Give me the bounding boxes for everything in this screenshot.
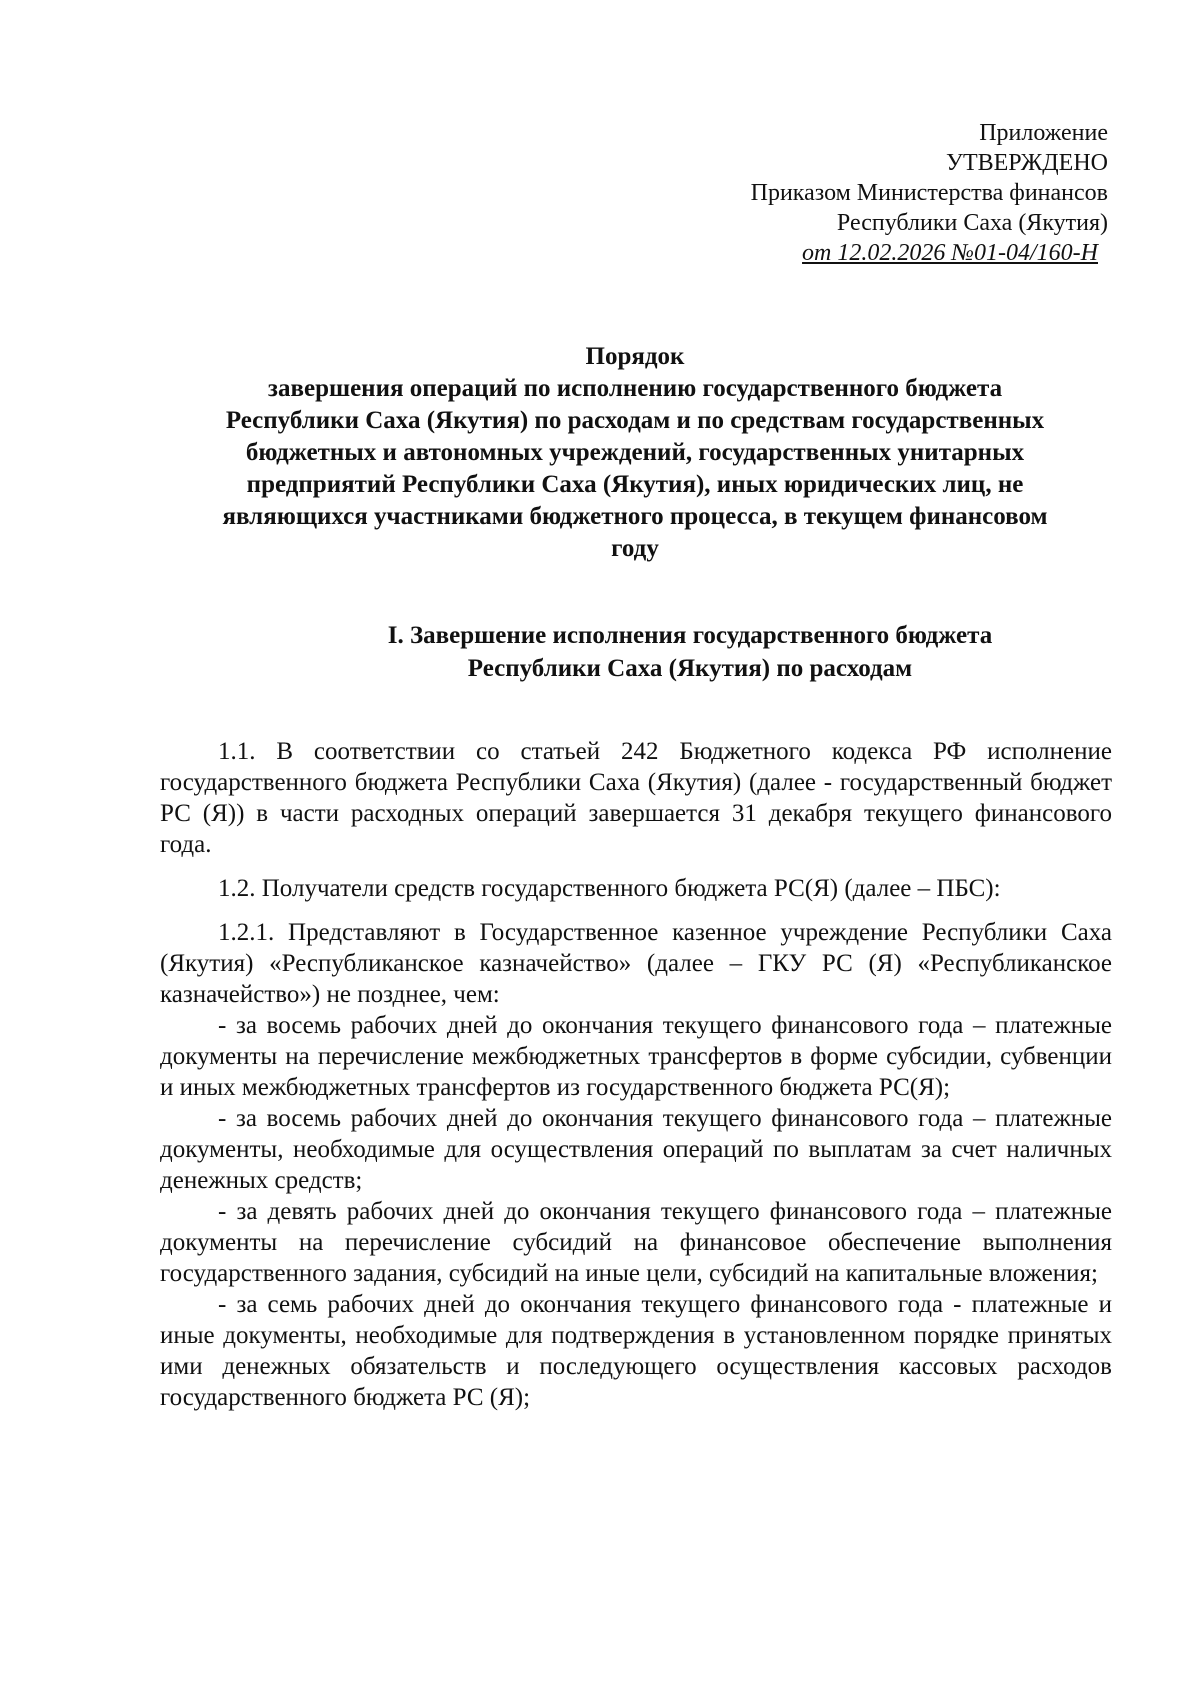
approval-header [751, 118, 1108, 268]
paragraph-1-2: 1.2. Получатели средств государственного бюджета РС(Я) (далее – ПБС): [218, 875, 1001, 902]
body-text [160, 736, 1112, 1413]
section-heading-line-1: I. Завершение исполнения государственного бюджета [387, 622, 993, 649]
title-line-3: Республики Саха (Якутия) по расходам и по средствам государственных [225, 407, 1045, 434]
title-line-4: бюджетных и автономных учреждений, государственных унитарных [245, 439, 1025, 466]
order-date: от 12.02.2026 №01-04/160-Н [802, 240, 1098, 266]
title-line-5: предприятий Республики Саха (Якутия), иных юридических лиц, не [246, 471, 1024, 498]
approved-label: УТВЕРЖДЕНО [945, 150, 1108, 176]
list-item-dash-2: - за восемь рабочих дней до окончания текущего финансового года – платежные документы, необходимые для осуществления операций по выплатам за счет наличных денежных средств; [160, 1105, 1112, 1194]
title-line-7: году [611, 535, 659, 562]
title-line-6: являющихся участниками бюджетного процесса, в текущем финансовом [222, 503, 1048, 530]
section-heading-line-2: Республики Саха (Якутия) по расходам [467, 655, 913, 682]
order-line-2: Республики Саха (Якутия) [836, 210, 1108, 236]
paragraph-1-2-1: 1.2.1. Представляют в Государственное казенное учреждение Республики Саха (Якутия) «Республиканское казначейство» (далее – ГКУ РС (Я) «Республиканское казначейство») не позднее, чем: [160, 919, 1112, 1008]
section-heading [250, 619, 1130, 685]
list-item-dash-4: - за семь рабочих дней до окончания текущего финансового года - платежные и иные документы, необходимые для подтверждения в установленном порядке принятых ими денежных обязательств и последующего осуществления кассовых расходов государственного бюджета РС (Я); [160, 1291, 1112, 1411]
title-line-1: Порядок [585, 343, 685, 370]
appendix-label: Приложение [979, 120, 1108, 146]
list-item-dash-3: - за девять рабочих дней до окончания текущего финансового года – платежные документы на перечисление субсидий на финансовое обеспечение выполнения государственного задания, субсидий на иные цели, субсидий на капитальные вложения; [160, 1198, 1112, 1287]
paragraph-1-1: 1.1. В соответствии со статьей 242 Бюджетного кодекса РФ исполнение государственного бюджета Республики Саха (Якутия) (далее - государственный бюджет РС (Я)) в части расходных операций завершается 31 декабря текущего финансового года. [160, 738, 1112, 858]
document-title [160, 341, 1110, 565]
list-item-dash-1: - за восемь рабочих дней до окончания текущего финансового года – платежные документы на перечисление межбюджетных трансфертов в форме субсидии, субвенции и иных межбюджетных трансфертов из государственного бюджета РС(Я); [160, 1012, 1112, 1101]
order-line-1: Приказом Министерства финансов [750, 180, 1108, 206]
title-line-2: завершения операций по исполнению государственного бюджета [267, 375, 1003, 402]
